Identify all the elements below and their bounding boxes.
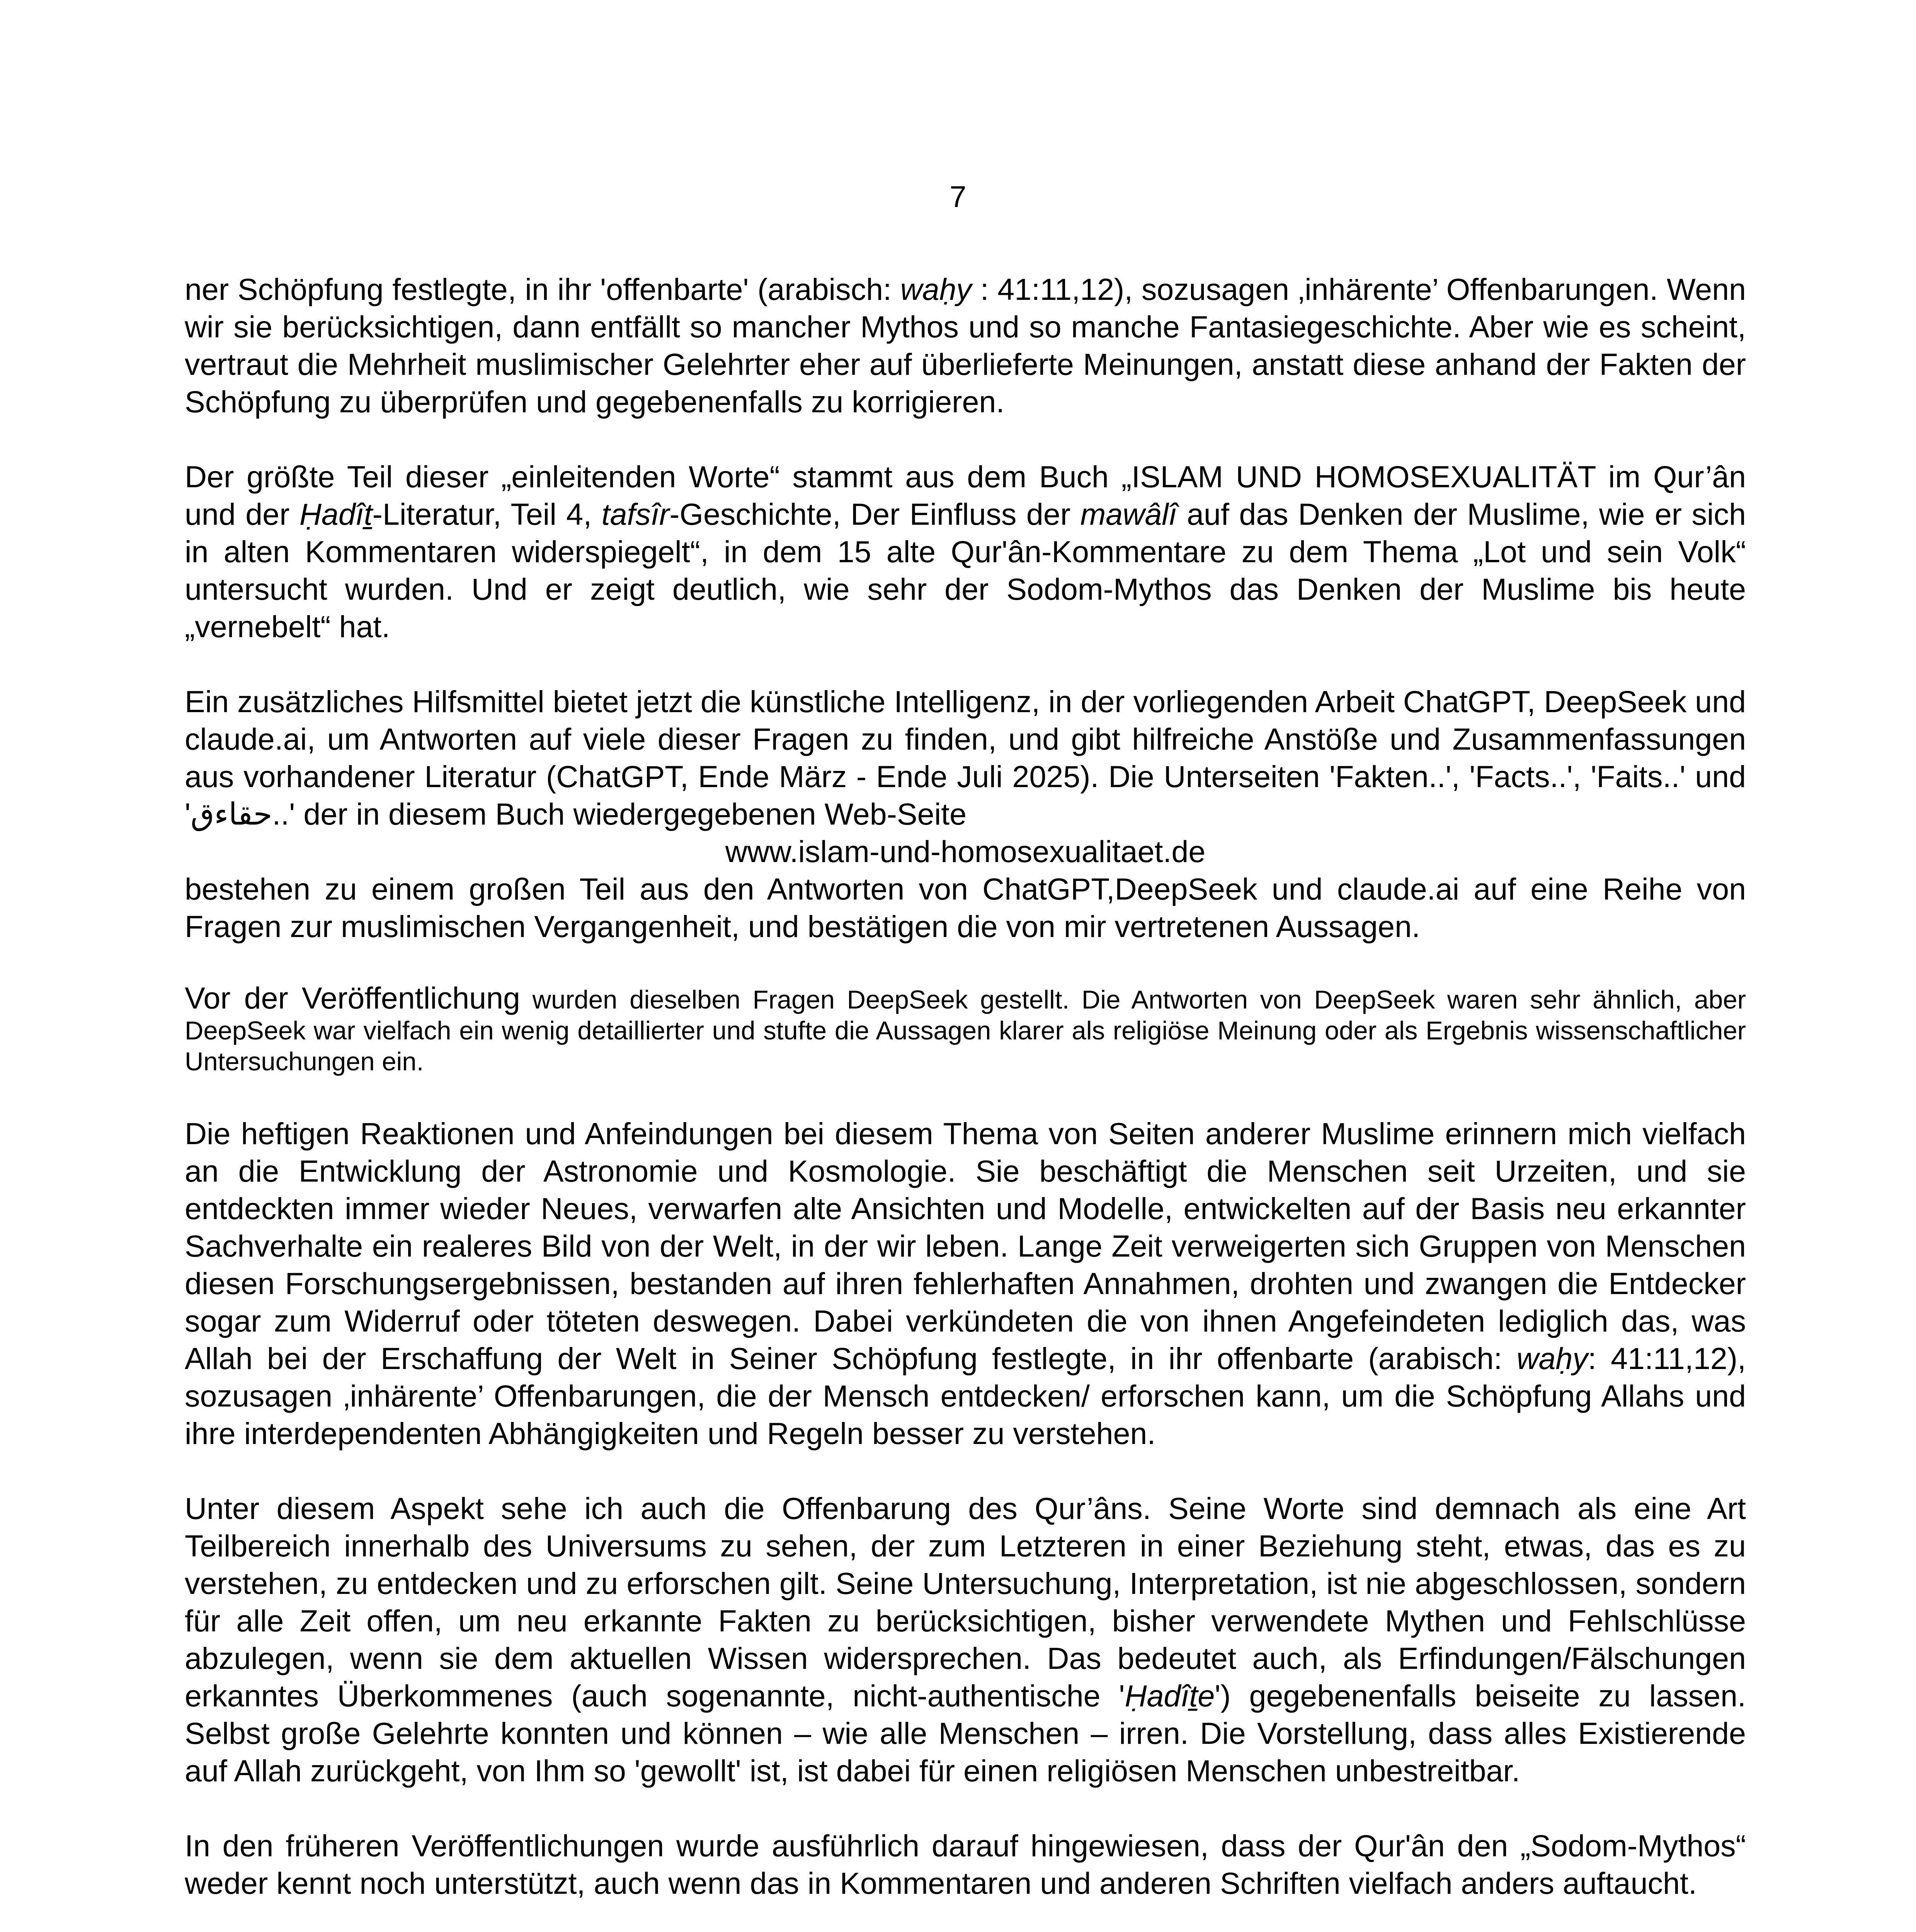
text-run: ..' der in diesem Buch wiedergegebenen Web-Seite bbox=[272, 797, 967, 831]
italic-term: mawâlî bbox=[1080, 497, 1177, 531]
paragraph-6 bbox=[185, 1490, 1746, 1789]
text-run: : 41:11,12), sozusagen ‚inhärente’ Offenbarungen. Wenn wir sie berücksichtigen, dann entfällt so mancher Mythos und so manche Fantasiegeschichte. Aber wie es scheint, vertraut die Mehrheit muslimischer Gelehrter eher auf überlieferte Meinungen, anstatt diese anhand der Fakten der Schöpfung zu überprüfen und gegebenenfalls zu korrigieren. bbox=[185, 272, 1746, 419]
italic-term: waḥy bbox=[900, 272, 972, 306]
paragraph-4 bbox=[185, 983, 1746, 1077]
text-run: auf das Denken der Muslime, wie er sich in alten Kommentaren widerspiegelt“, in dem 15 alte Qur'ân-Kommentare zu dem Thema „Lot und sein Volk“ untersucht wurden. Und er zeigt deutlich, wie sehr der Sodom-Mythos das Denken der Muslime bis heute „vernebelt“ hat. bbox=[185, 497, 1746, 644]
paragraph-5 bbox=[185, 1115, 1746, 1452]
text-run: ') gegebenenfalls beiseite zu lassen. Selbst große Gelehrte konnten und können – wie alle Menschen – irren. Die Vorstellung, dass alles Existierende auf Allah zurückgeht, von Ihm so 'gewollt' ist, ist dabei für einen religiösen Menschen unbestreitbar. bbox=[185, 1679, 1746, 1788]
text-run: -Literatur, Teil 4, bbox=[372, 497, 602, 531]
paragraph-3 bbox=[185, 683, 1746, 945]
paragraph-1 bbox=[185, 270, 1746, 420]
text-run: wurden dieselben Fragen DeepSeek gestellt. Die Antworten von DeepSeek waren sehr ähnlich, aber DeepSeek war vielfach ein wenig detaillierter und stufte die Aussagen klarer als religiöse Meinung oder als Ergebnis wissenschaftlicher Untersuchungen ein. bbox=[185, 985, 1746, 1076]
italic-term: waḥy bbox=[1516, 1341, 1588, 1376]
text-run: : 41:11,12), sozusagen ‚inhärente’ Offenbarungen, die der Mensch entdecken/ erforschen kann, um die Schöpfung Allahs und ihre interdependenten Abhängigkeiten und Regeln besser zu verstehen. bbox=[185, 1341, 1746, 1451]
text-run: -Geschichte, Der Einfluss der bbox=[669, 497, 1081, 531]
text-run: Ein zusätzliches Hilfsmittel bietet jetzt die künstliche Intelligenz, in der vorliegenden Arbeit ChatGPT, DeepSeek und claude.ai, um Antworten auf viele dieser Fragen zu finden, und gibt hilfreiche Anstöße und Zusammenfassungen aus vorhandener Literatur (ChatGPT, Ende März - Ende Juli 2025). Die Unterseiten 'Fakten..', 'Facts..', 'Faits..' und ' bbox=[185, 684, 1746, 831]
italic-term: tafsîr bbox=[601, 497, 670, 531]
text-run-lead: Vor der Veröffentlichung bbox=[185, 981, 520, 1015]
page-number: 7 bbox=[949, 180, 967, 214]
text-run: ner Schöpfung festlegte, in ihr 'offenbarte' (arabisch: bbox=[185, 272, 900, 306]
paragraph-7 bbox=[185, 1827, 1746, 1902]
body-text bbox=[185, 270, 1746, 1932]
paragraph-2 bbox=[185, 458, 1746, 645]
website-url: www.islam-und-homosexualitaet.de bbox=[725, 834, 1206, 869]
text-run: Die heftigen Reaktionen und Anfeindungen bei diesem Thema von Seiten anderer Muslime erinnern mich vielfach an die Entwicklung der Astronomie und Kosmologie. Sie beschäftigt die Menschen seit Urzeiten, und sie entdeckten immer wieder Neues, verwarfen alte Ansichten und Modelle, entwickelten auf der Basis neu erkannter Sachverhalte ein realeres Bild von der Welt, in der wir leben. Lange Zeit verweigerten sich Gruppen von Menschen diesen Forschungsergebnissen, bestanden auf ihren fehlerhaften Annahmen, drohten und zwangen die Entdecker sogar zum Widerruf oder töteten deswegen. Dabei verkündeten die von ihnen Angefeindeten lediglich das, was Allah bei der Erschaffung der Welt in Seiner Schöpfung festlegte, in ihr offenbarte (arabisch: bbox=[185, 1116, 1746, 1376]
text-run: Der größte Teil dieser „einleitenden Worte“ stammt aus dem Buch „ISLAM UND HOMOSEXUALITÄT im Qur’ân und der bbox=[185, 459, 1746, 531]
text-run: bestehen zu einem großen Teil aus den Antworten von ChatGPT,DeepSeek und claude.ai auf eine Reihe von Fragen zur muslimischen Vergangenheit, und bestätigen die von mir vertretenen Aussagen. bbox=[185, 872, 1746, 944]
italic-term: Ḥadîṯe bbox=[1125, 1679, 1215, 1713]
italic-term: Ḥadîṯ bbox=[299, 497, 373, 531]
text-run: In den früheren Veröffentlichungen wurde ausführlich darauf hingewiesen, dass der Qur'ân den „Sodom-Mythos“ weder kennt noch unterstützt, auch wenn das in Kommentaren und anderen Schriften vielfach anders auftaucht. bbox=[185, 1828, 1746, 1900]
arabic-word: حقاءق bbox=[191, 797, 272, 831]
text-run: Unter diesem Aspekt sehe ich auch die Offenbarung des Qur’âns. Seine Worte sind demnach als eine Art Teilbereich innerhalb des Universums zu sehen, der zum Letzteren in einer Beziehung steht, etwas, das es zu verstehen, zu entdecken und zu erforschen gilt. Seine Untersuchung, Interpretation, ist nie abgeschlossen, sondern für alle Zeit offen, um neu erkannte Fakten zu berücksichtigen, bisher verwendete Mythen und Fehlschlüsse abzulegen, wenn sie dem aktuellen Wissen widersprechen. Das bedeutet auch, als Erfindungen/Fälschungen erkanntes Überkommenes (auch sogenannte, nicht-authentische ' bbox=[185, 1491, 1746, 1713]
